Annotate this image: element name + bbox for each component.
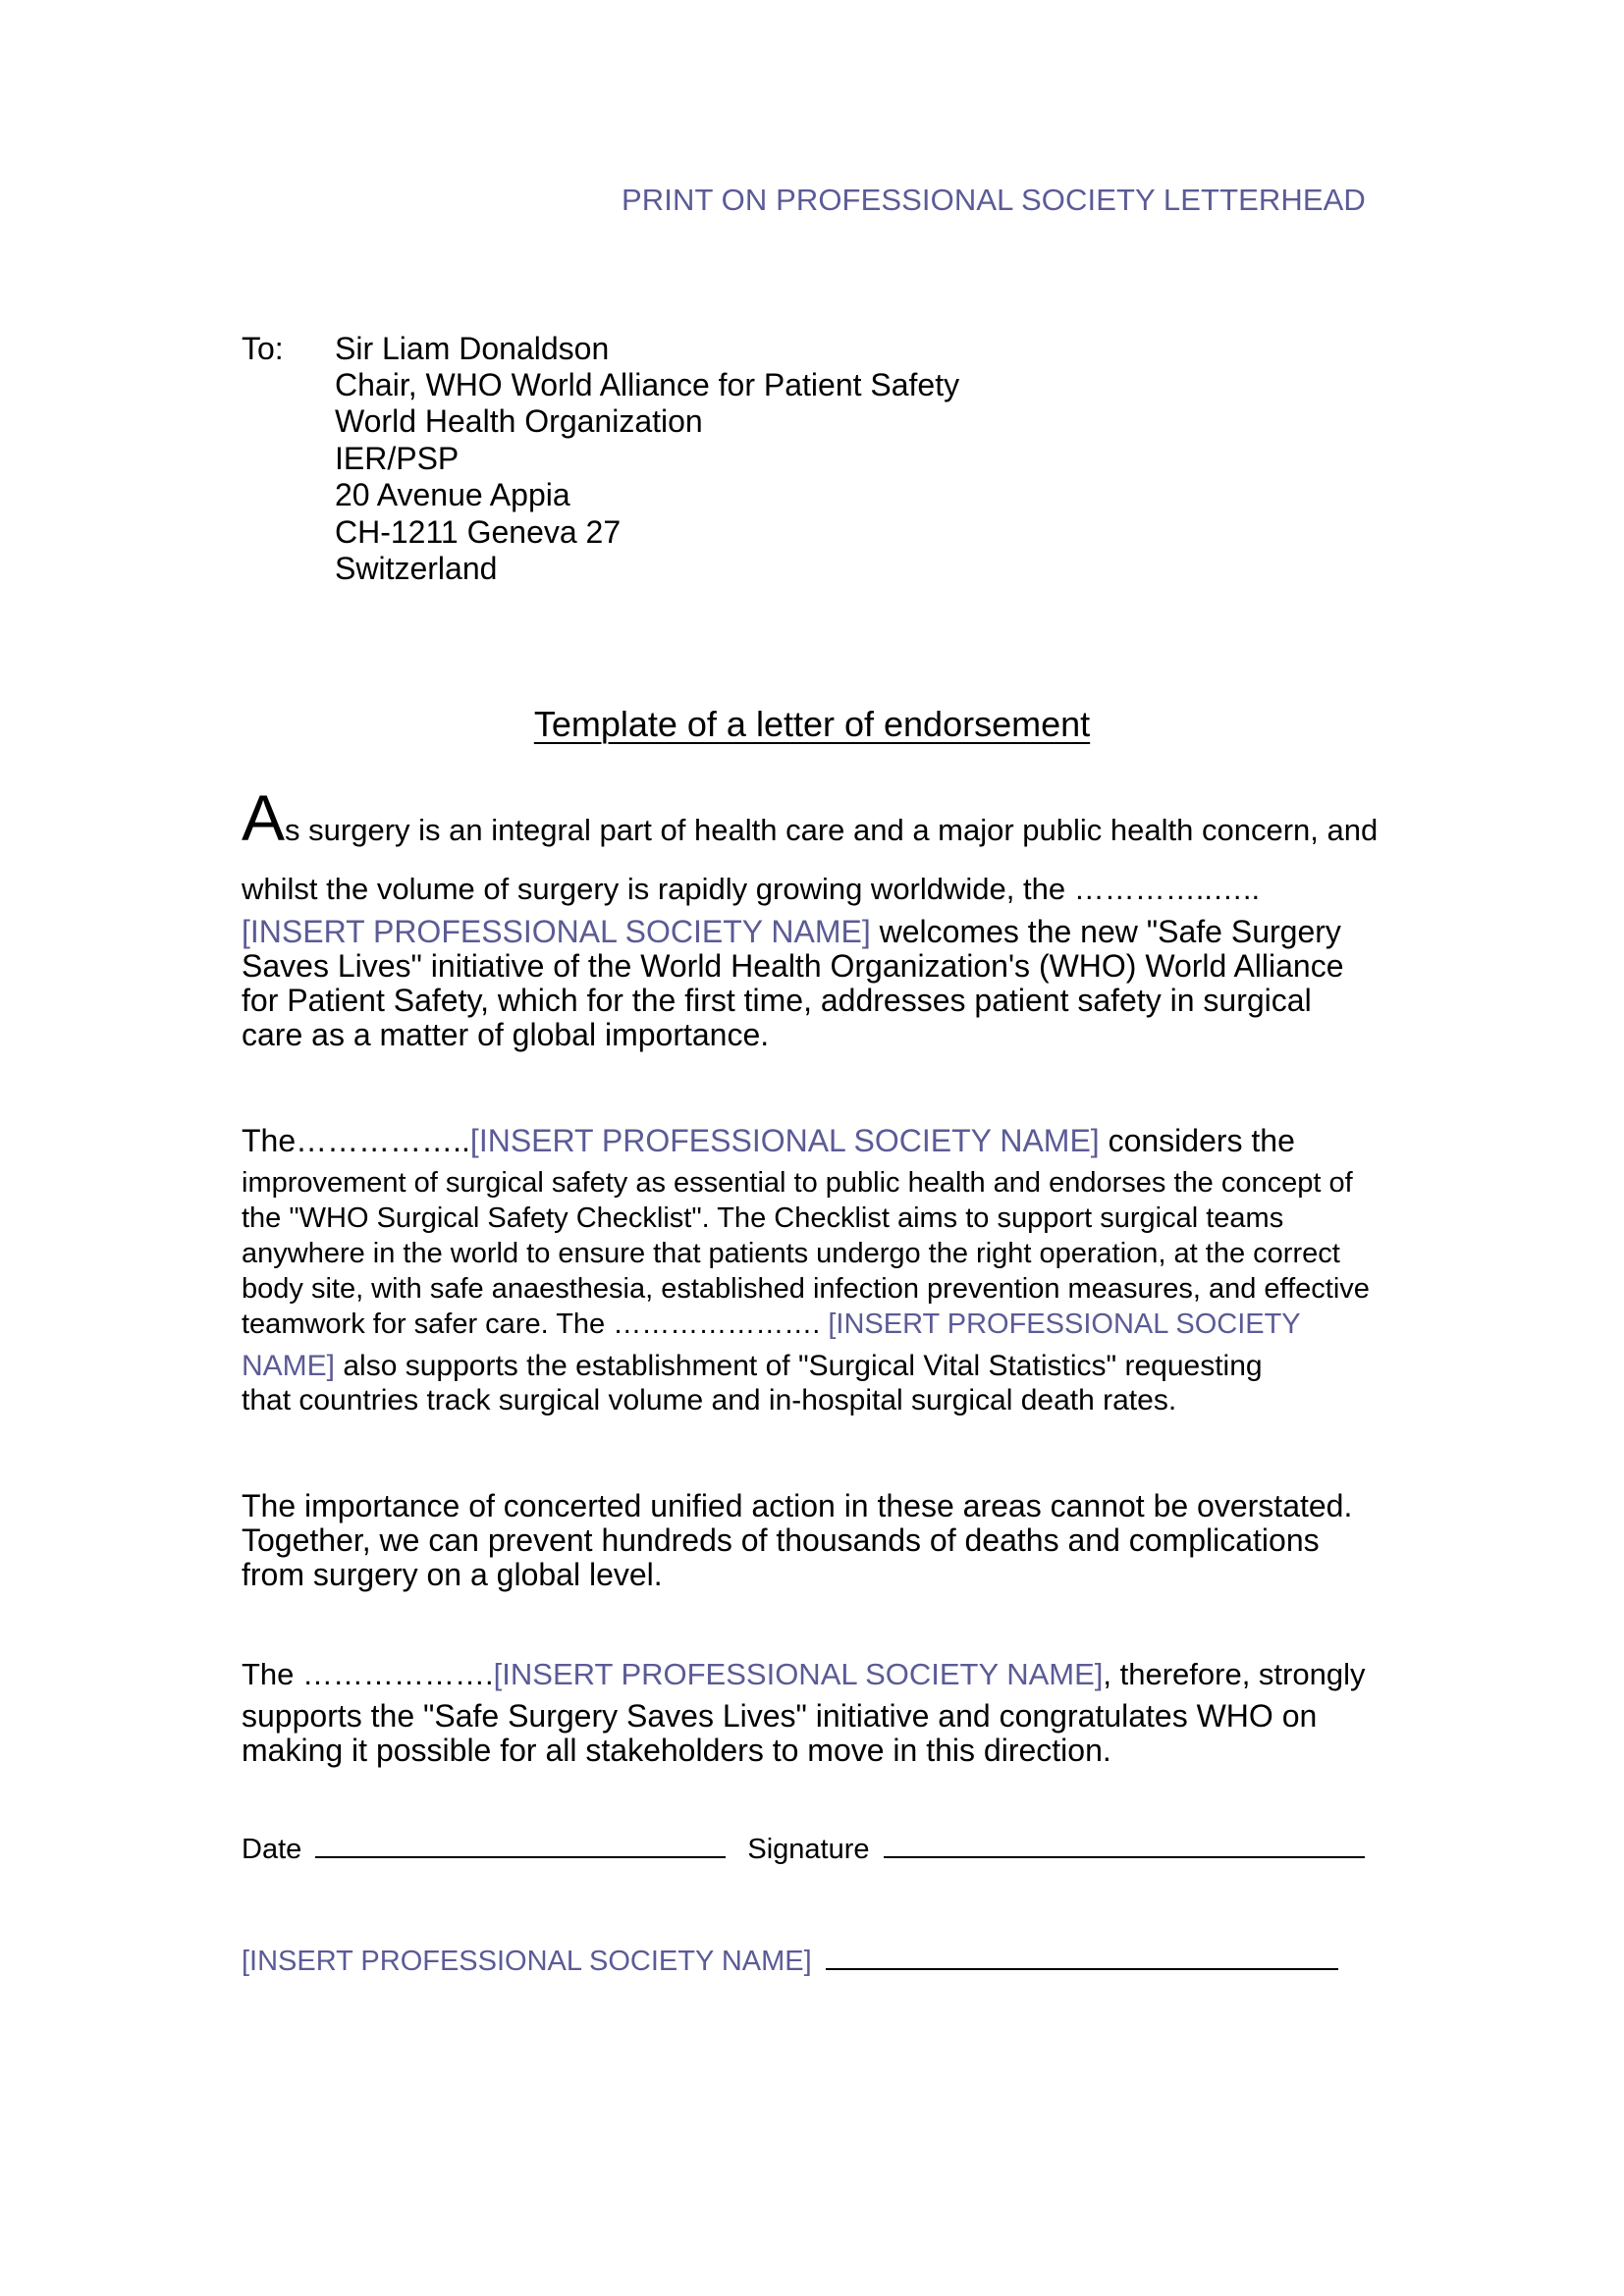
society-name-row: [242, 1946, 1338, 1978]
address-line-title: Chair, WHO World Alliance for Patient Safety: [335, 367, 960, 402]
address-line-street: 20 Avenue Appia: [335, 477, 570, 512]
paragraph-1-line-3-text: welcomes the new "Safe Surgery: [870, 914, 1341, 949]
address-line-organization: World Health Organization: [335, 403, 703, 439]
paragraph-1-line-6: care as a matter of global importance.: [242, 1017, 770, 1052]
letter-title: Template of a letter of endorsement: [533, 704, 1091, 744]
society-name-placeholder: [INSERT PROFESSIONAL SOCIETY NAME]: [242, 914, 871, 949]
society-name-placeholder: [INSERT PROFESSIONAL SOCIETY NAME]: [493, 1657, 1104, 1691]
paragraph-2-line-3: the "WHO Surgical Safety Checklist". The Checklist aims to support surgical teams: [242, 1202, 1284, 1234]
paragraph-4-line-3: making it possible for all stakeholders to move in this direction.: [242, 1733, 1111, 1768]
date-signature-row: [242, 1834, 1365, 1866]
paragraph-3-line-3: from surgery on a global level.: [242, 1557, 663, 1592]
paragraph-1-line-1-text: s surgery is an integral part of health care and a major public health concern, and: [285, 813, 1379, 847]
paragraph-2-line-6-text: teamwork for safer care. The ………………….: [242, 1308, 829, 1340]
address-line-city: CH-1211 Geneva 27: [335, 514, 622, 550]
drop-cap: A: [242, 781, 286, 854]
address-line-country: Switzerland: [335, 551, 498, 586]
paragraph-4-line-2: supports the "Safe Surgery Saves Lives" initiative and congratulates WHO on: [242, 1698, 1318, 1734]
paragraph-1-line-2: whilst the volume of surgery is rapidly growing worldwide, the …………..…..: [242, 872, 1261, 906]
paragraph-2-line-1: [242, 1123, 1295, 1159]
paragraph-2-line-8: that countries track surgical volume and in-hospital surgical death rates.: [242, 1384, 1177, 1416]
address-line-department: IER/PSP: [335, 441, 460, 476]
paragraph-3-line-2: Together, we can prevent hundreds of thousands of deaths and complications: [242, 1522, 1320, 1558]
date-label: Date: [242, 1834, 302, 1865]
paragraph-2-line-7-text: also supports the establishment of "Surgical Vital Statistics" requesting: [335, 1350, 1263, 1382]
signature-label: Signature: [747, 1834, 870, 1865]
signature-line[interactable]: [884, 1835, 1365, 1858]
paragraph-1-line-3: [242, 914, 1341, 950]
address-line-name: Sir Liam Donaldson: [335, 331, 610, 366]
paragraph-2-line-1-text: considers the: [1099, 1123, 1295, 1158]
paragraph-1-line-4: Saves Lives" initiative of the World Health Organization's (WHO) World Alliance: [242, 948, 1344, 984]
paragraph-2-line-4: anywhere in the world to ensure that patients undergo the right operation, at the correct: [242, 1238, 1340, 1269]
paragraph-2-line-6: [242, 1308, 1301, 1341]
letterhead-instruction: PRINT ON PROFESSIONAL SOCIETY LETTERHEAD: [622, 183, 1366, 217]
paragraph-1-line-1: [242, 781, 1379, 854]
society-name-label: [INSERT PROFESSIONAL SOCIETY NAME]: [242, 1946, 812, 1977]
paragraph-2-line-5: body site, with safe anaesthesia, established infection prevention measures, and effective: [242, 1273, 1370, 1305]
paragraph-4-line-1-prefix: The ……………….: [242, 1657, 494, 1691]
to-label: To:: [242, 331, 284, 366]
society-name-placeholder-end: NAME]: [242, 1350, 336, 1382]
paragraph-4-line-1-text: , therefore, strongly: [1103, 1657, 1366, 1691]
paragraph-4-line-1: [242, 1657, 1365, 1692]
society-name-placeholder: [INSERT PROFESSIONAL SOCIETY: [828, 1308, 1301, 1340]
paragraph-2-line-7: [242, 1350, 1263, 1383]
paragraph-2-line-1-prefix: The……………..: [242, 1123, 470, 1158]
paragraph-2-line-2: improvement of surgical safety as essential to public health and endorses the concept of: [242, 1167, 1353, 1199]
society-name-placeholder: [INSERT PROFESSIONAL SOCIETY NAME]: [469, 1123, 1100, 1158]
date-line[interactable]: [315, 1835, 726, 1858]
paragraph-1-line-5: for Patient Safety, which for the first time, addresses patient safety in surgical: [242, 983, 1312, 1018]
paragraph-3-line-1: The importance of concerted unified action in these areas cannot be overstated.: [242, 1488, 1353, 1523]
society-name-line[interactable]: [826, 1947, 1338, 1970]
